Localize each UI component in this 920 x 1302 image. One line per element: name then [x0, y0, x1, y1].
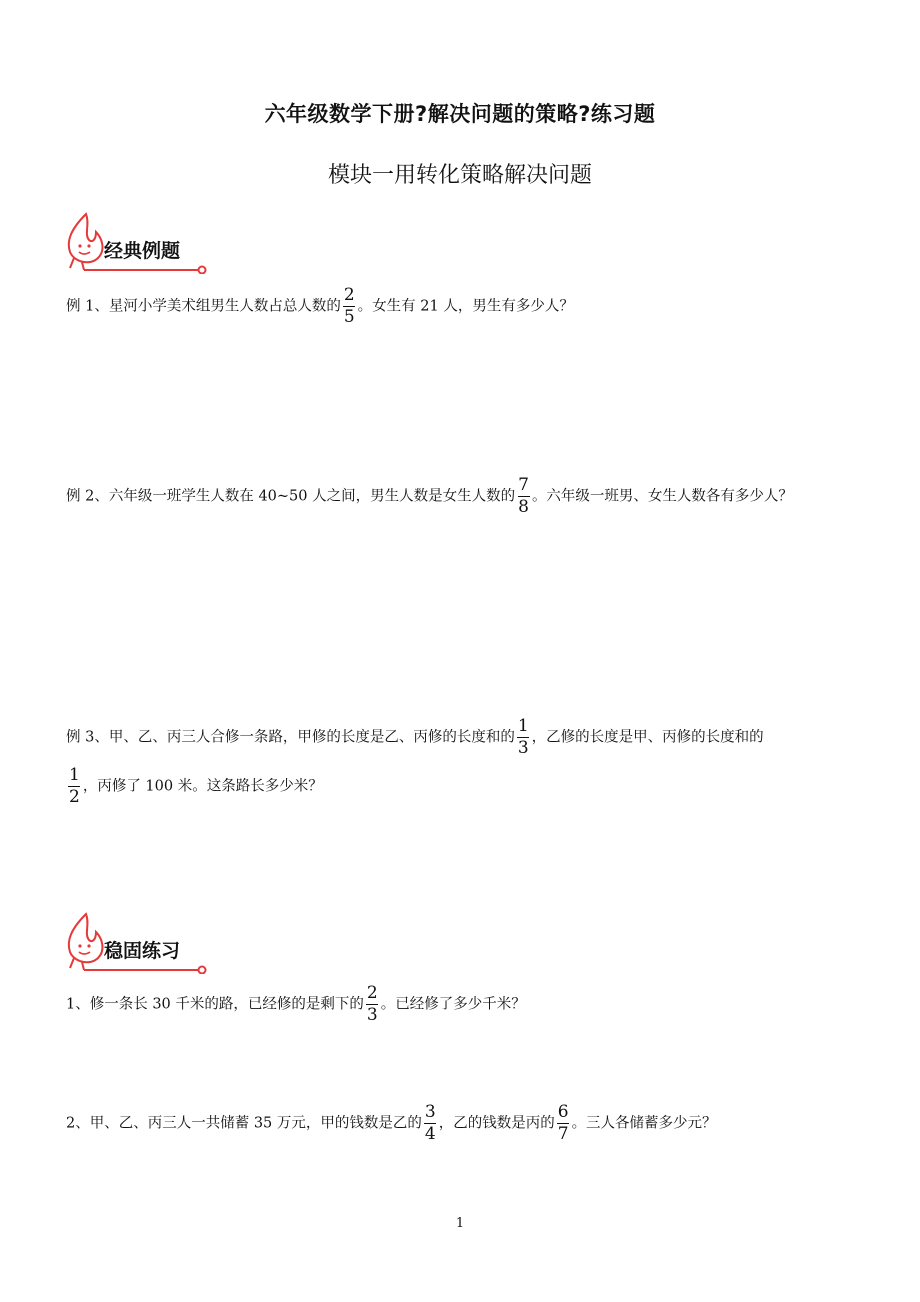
- fraction: [343, 286, 356, 327]
- practice-2-text-b: ，乙的钱数是丙的: [438, 1115, 555, 1132]
- section-header-practice: [62, 910, 212, 974]
- example-3-text-c: ，丙修了 100 米。这条路长多少米？: [82, 778, 323, 795]
- fraction: [68, 766, 81, 807]
- example-3-line-1: [66, 717, 764, 758]
- practice-1: [66, 984, 526, 1025]
- fraction-denominator: 3: [366, 1005, 378, 1025]
- fraction: [557, 1103, 570, 1144]
- fraction: [517, 476, 530, 517]
- fraction: [517, 717, 530, 758]
- practice-1-text-b: 。已经修了多少千米？: [380, 996, 526, 1013]
- fraction-denominator: 4: [424, 1124, 436, 1144]
- practice-2: [66, 1103, 717, 1144]
- fraction-denominator: 3: [517, 738, 529, 758]
- fraction-numerator: 6: [557, 1102, 569, 1122]
- fraction-denominator: 5: [343, 307, 355, 327]
- fraction-numerator: 2: [343, 285, 355, 305]
- module-subtitle: 模块一用转化策略解决问题: [327, 163, 592, 188]
- page-number: 1: [455, 1216, 465, 1231]
- section-header-examples: [62, 210, 212, 274]
- fraction-numerator: 2: [366, 983, 378, 1003]
- practice-2-text-a: 2、甲、乙、丙三人一共储蓄 35 万元，甲的钱数是乙的: [66, 1115, 422, 1132]
- fraction-denominator: 2: [69, 787, 80, 807]
- practice-1-text-a: 1、修一条长 30 千米的路，已经修的是剩下的: [66, 996, 364, 1013]
- fraction: [424, 1103, 437, 1144]
- example-2-text-b: 。六年级一班男、女生人数各有多少人？: [531, 488, 793, 505]
- fraction: [366, 984, 379, 1025]
- fraction-denominator: 8: [518, 497, 529, 517]
- fraction-numerator: 1: [517, 716, 529, 736]
- example-2-text-a: 例 2、六年级一班学生人数在 40~50 人之间，男生人数是女生人数的: [66, 488, 516, 505]
- example-1: [66, 286, 574, 327]
- document-title: 六年级数学下册?解决问题的策略?练习题: [264, 102, 656, 126]
- practice-2-text-c: 。三人各储蓄多少元？: [571, 1115, 717, 1132]
- section-title: 稳固练习: [104, 940, 181, 962]
- fraction-numerator: 3: [424, 1102, 436, 1122]
- example-1-text-a: 例 1、星河小学美术组男生人数占总人数的: [66, 298, 341, 315]
- example-3-line-2: [66, 766, 323, 807]
- fraction-numerator: 7: [518, 475, 529, 495]
- example-1-text-b: 。女生有 21 人，男生有多少人？: [357, 298, 574, 315]
- fraction-denominator: 7: [557, 1124, 569, 1144]
- example-3-text-b: ，乙修的长度是甲、丙修的长度和的: [531, 729, 764, 746]
- example-3-text-a: 例 3、甲、乙、丙三人合修一条路，甲修的长度是乙、丙修的长度和的: [66, 729, 515, 746]
- example-2: [66, 476, 793, 517]
- section-title: 经典例题: [104, 240, 181, 262]
- fraction-numerator: 1: [69, 765, 80, 785]
